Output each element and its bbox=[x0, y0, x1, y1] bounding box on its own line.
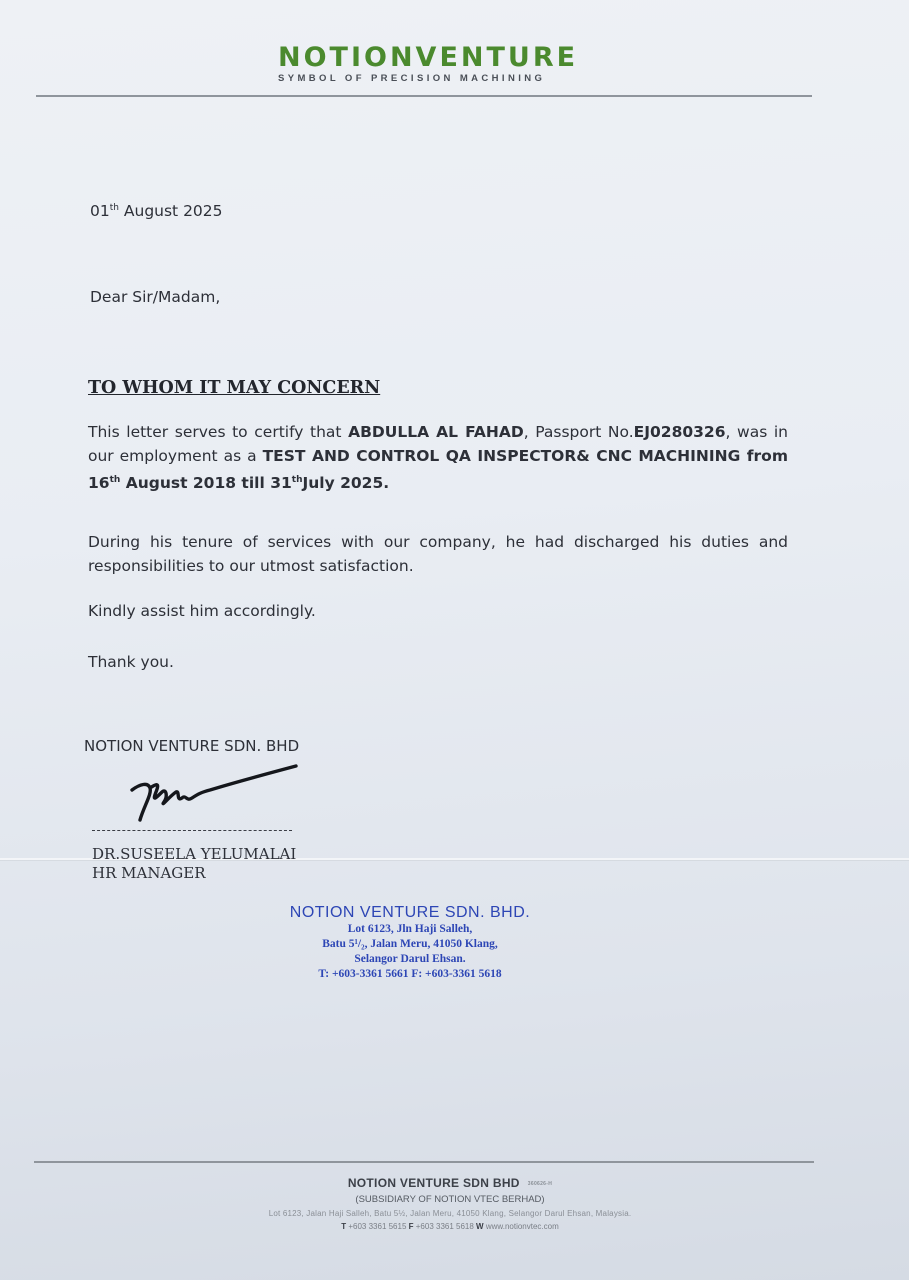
company-stamp bbox=[220, 904, 600, 982]
letter-subject: TO WHOM IT MAY CONCERN bbox=[88, 378, 381, 398]
stamp-address-line: Selangor Darul Ehsan. bbox=[354, 953, 466, 965]
salutation: Dear Sir/Madam, bbox=[90, 288, 221, 306]
brand-logo-text: NOTIONVENTURE bbox=[278, 42, 579, 73]
footer-company-name: NOTION VENTURE SDN BHD 360626-H bbox=[347, 1176, 553, 1190]
footer-subsidiary: (SUBSIDIARY OF NOTION VTEC BERHAD) bbox=[355, 1194, 545, 1205]
footer-contacts: T +603 3361 5615 F +603 3361 5618 W www.notionvtec.com bbox=[341, 1222, 559, 1231]
signature-line bbox=[92, 830, 292, 831]
employee-name: ABDULLA AL FAHAD bbox=[348, 423, 524, 441]
stamp-company-name: NOTION VENTURE SDN. BHD. bbox=[289, 904, 531, 921]
certification-paragraph: This letter serves to certify that ABDULLA AL FAHAD, Passport No.EJ0280326, was in our employment as a TEST AND CONTROL QA INSPECTOR& CNC MACHINING from 16th August 2018 till 31thJuly 2025. bbox=[88, 423, 788, 493]
employment-period: 16th August 2018 till 31thJuly 2025. bbox=[88, 474, 390, 493]
signer-title: HR MANAGER bbox=[92, 864, 206, 882]
passport-number: EJ0280326 bbox=[633, 423, 726, 441]
footer-reg-number: 360626-H bbox=[527, 1180, 553, 1187]
stamp-phone-line: T: +603-3361 5661 F: +603-3361 5618 bbox=[318, 968, 502, 980]
job-position: TEST AND CONTROL QA INSPECTOR& CNC MACHINING bbox=[262, 447, 741, 465]
stamp-address-line: Lot 6123, Jln Haji Salleh, bbox=[347, 923, 473, 935]
assist-paragraph: Kindly assist him accordingly. bbox=[88, 602, 316, 620]
header-divider bbox=[36, 95, 812, 97]
letter-date: 01th August 2025 bbox=[90, 202, 223, 220]
letter-footer bbox=[180, 1176, 720, 1231]
footer-address: Lot 6123, Jalan Haji Salleh, Batu 5½, Jalan Meru, 41050 Klang, Selangor Darul Ehsan, Malaysia. bbox=[268, 1209, 632, 1218]
signer-name: DR.SUSEELA YELUMALAI bbox=[92, 845, 297, 863]
handwritten-signature bbox=[126, 762, 302, 834]
footer-divider bbox=[34, 1161, 814, 1163]
brand-tagline: SYMBOL OF PRECISION MACHINING bbox=[278, 73, 546, 84]
company-signoff: NOTION VENTURE SDN. BHD bbox=[84, 737, 300, 755]
stamp-address-line: Batu 5¹/₂, Jalan Meru, 41050 Klang, bbox=[322, 938, 498, 950]
tenure-paragraph: During his tenure of services with our company, he had discharged his duties and responsibilities to our utmost satisfaction. bbox=[88, 533, 788, 575]
closing-thanks: Thank you. bbox=[88, 653, 174, 671]
